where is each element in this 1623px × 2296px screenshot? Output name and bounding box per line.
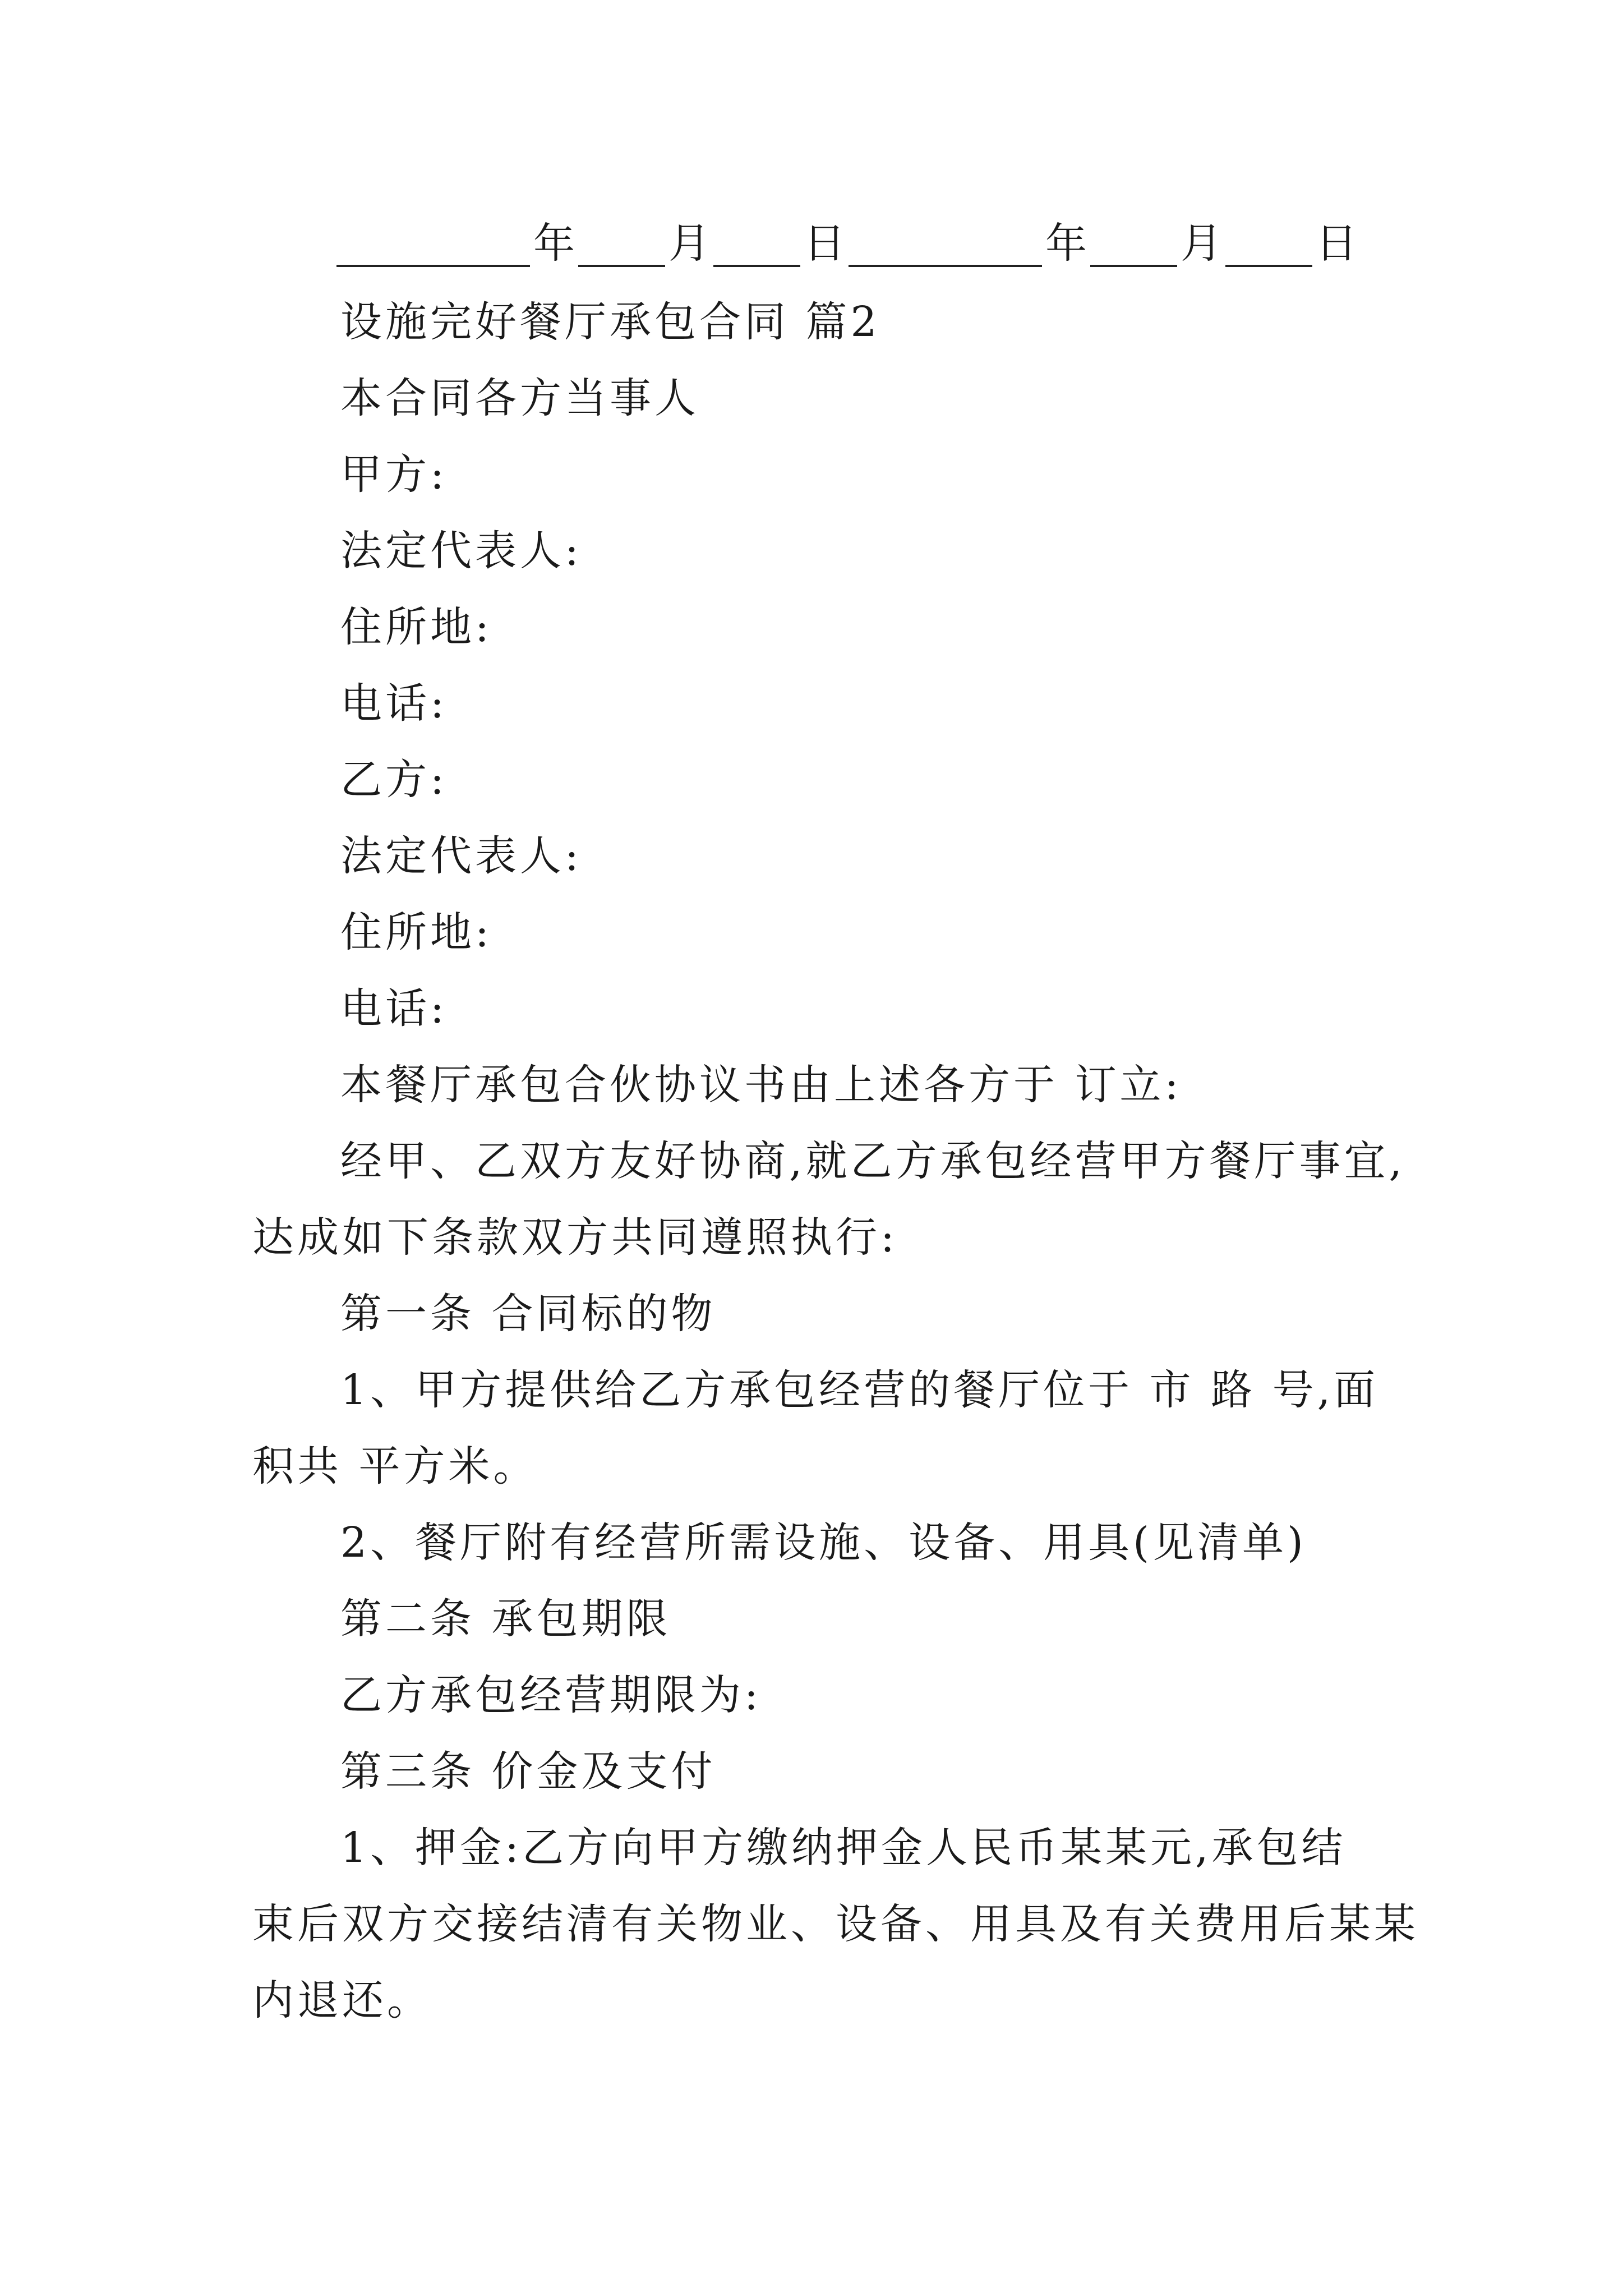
year-label-a: 年 xyxy=(533,219,575,268)
article-1-title: 第一条 合同标的物 xyxy=(340,1290,716,1338)
month-blank-a xyxy=(578,214,665,267)
month-blank-b xyxy=(1090,214,1177,267)
day-label-a: 日 xyxy=(804,219,845,268)
article-3-item-1-line-3: 内退还。 xyxy=(252,1976,432,2024)
preamble-line-2: 达成如下条款双方共同遵照执行: xyxy=(252,1213,898,1262)
party-a-phone: 电话: xyxy=(340,679,448,728)
month-label-a: 月 xyxy=(668,219,710,268)
party-b-address: 住所地: xyxy=(340,908,492,956)
article-1-item-1-line-1: 1、甲方提供给乙方承包经营的餐厅位于 市 路 号,面 xyxy=(340,1366,1379,1414)
year-label-b: 年 xyxy=(1045,219,1087,268)
month-label-b: 月 xyxy=(1181,219,1222,268)
article-3-item-1-line-2: 束后双方交接结清有关物业、设备、用具及有关费用后某某 xyxy=(252,1900,1419,1948)
party-a-representative: 法定代表人: xyxy=(340,527,582,575)
day-blank-a xyxy=(713,214,800,267)
article-3-item-1-line-1: 1、押金:乙方向甲方缴纳押金人民币某某元,承包结 xyxy=(340,1824,1347,1872)
year-blank-a xyxy=(336,214,530,267)
article-2-body: 乙方承包经营期限为: xyxy=(340,1671,762,1719)
day-blank-b xyxy=(1225,214,1312,267)
party-a-address: 住所地: xyxy=(340,603,492,651)
article-1-item-1-line-2: 积共 平方米。 xyxy=(252,1442,538,1490)
day-label-b: 日 xyxy=(1316,219,1357,268)
date-signature-line xyxy=(336,204,1357,283)
signing-statement: 本餐厅承包合伙协议书由上述各方于 订立: xyxy=(340,1061,1182,1109)
contract-title: 设施完好餐厅承包合同 篇2 xyxy=(340,298,880,346)
article-3-title: 第三条 价金及支付 xyxy=(340,1747,716,1796)
article-1-item-2: 2、餐厅附有经营所需设施、设备、用具(见清单) xyxy=(340,1519,1307,1567)
article-2-title: 第二条 承包期限 xyxy=(340,1595,671,1643)
party-b-representative: 法定代表人: xyxy=(340,832,582,880)
party-b-label: 乙方: xyxy=(340,756,448,804)
preamble-line-1: 经甲、乙双方友好协商,就乙方承包经营甲方餐厅事宜, xyxy=(340,1137,1406,1185)
parties-intro: 本合同各方当事人 xyxy=(340,374,699,422)
party-b-phone: 电话: xyxy=(340,984,448,1033)
party-a-label: 甲方: xyxy=(340,450,448,499)
year-blank-b xyxy=(849,214,1042,267)
